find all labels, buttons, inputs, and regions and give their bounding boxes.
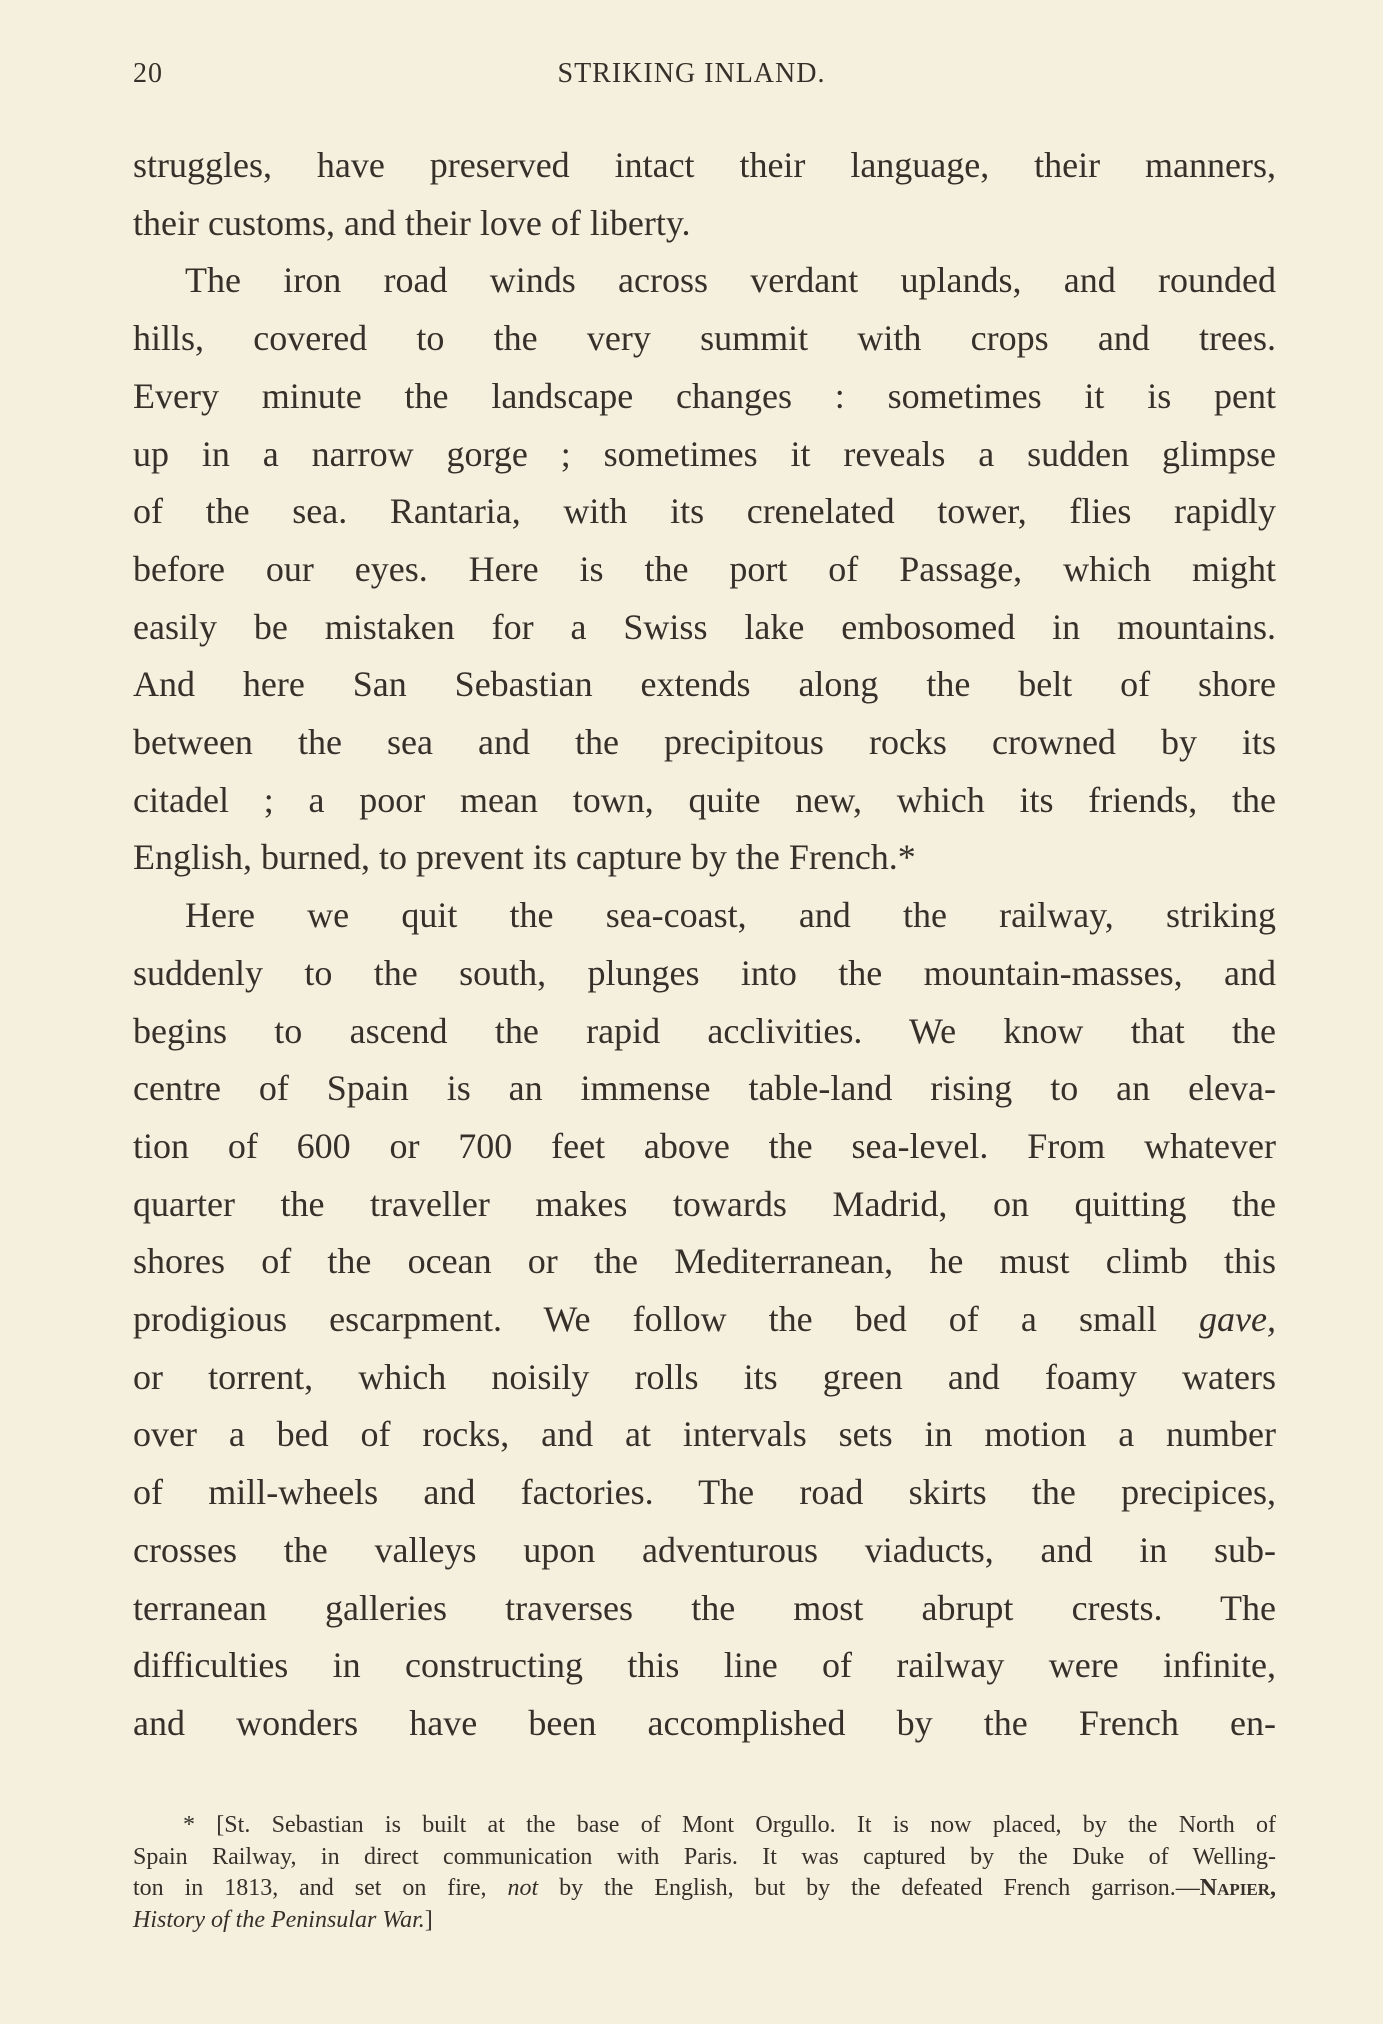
body-line — [133, 201, 1276, 245]
body-line — [133, 432, 1276, 476]
text-span: The iron road winds across verdant uplands, and rounded — [185, 260, 1276, 301]
body-line — [133, 547, 1276, 591]
text-span: quarter the traveller makes towards Madrid, on quitting the — [133, 1183, 1276, 1224]
text-span: struggles, have preserved intact their language, their manners, — [133, 145, 1276, 185]
text-span: before our eyes. Here is the port of Passage, which might — [133, 548, 1276, 589]
body-line — [133, 1124, 1276, 1168]
text-span: hills, covered to the very summit with crops and trees. — [133, 318, 1276, 359]
text-span: crosses the valleys upon adventurous viaducts, and in sub- — [133, 1529, 1276, 1570]
text-span: ] — [424, 1906, 433, 1933]
text-span: citadel ; a poor mean town, quite new, which its friends, the — [133, 779, 1276, 820]
body-line — [133, 778, 1276, 822]
body-line — [185, 893, 1276, 937]
text-span: over a bed of rocks, and at intervals sets in motion a number — [133, 1414, 1276, 1455]
text-span: their customs, and their love of liberty. — [133, 202, 691, 243]
body-line — [133, 316, 1276, 360]
text-span: centre of Spain is an immense table-land rising to an eleva- — [133, 1068, 1276, 1109]
text-span: begins to ascend the rapid acclivities. We know that the — [133, 1010, 1276, 1051]
small-caps-text: Napier, — [1199, 1875, 1277, 1901]
page-number: 20 — [133, 58, 163, 89]
body-line — [133, 1355, 1276, 1399]
italic-text: gave, — [1199, 1299, 1276, 1339]
text-span: of mill-wheels and factories. The road skirts the precipices, — [133, 1472, 1276, 1513]
text-span: by the English, but by the defeated French garrison.— — [538, 1875, 1200, 1901]
body-line — [133, 143, 1276, 187]
body-line — [133, 1701, 1276, 1745]
text-span: ton in 1813, and set on fire, — [133, 1875, 508, 1901]
footnote-line — [133, 1873, 1276, 1903]
text-span: tion of 600 or 700 feet above the sea-level. From whatever — [133, 1125, 1276, 1166]
text-span: And here San Sebastian extends along the belt of shore — [133, 664, 1276, 705]
body-line — [133, 489, 1276, 533]
body-line — [133, 605, 1276, 649]
text-span: Every minute the landscape changes : sometimes it is pent — [133, 375, 1276, 416]
text-span: of the sea. Rantaria, with its crenelated tower, flies rapidly — [133, 491, 1276, 532]
body-line — [133, 1412, 1276, 1456]
text-span: difficulties in constructing this line of railway were infinite, — [133, 1645, 1276, 1686]
body-line — [133, 835, 1276, 879]
body-line — [133, 1297, 1276, 1341]
body-line — [133, 1470, 1276, 1514]
body-line — [185, 258, 1276, 302]
body-line — [133, 1643, 1276, 1687]
footnote-line — [183, 1810, 1276, 1840]
text-span: English, burned, to prevent its capture by the French.* — [133, 837, 916, 878]
body-line — [133, 374, 1276, 418]
body-line — [133, 1009, 1276, 1053]
text-span: between the sea and the precipitous rocks crowned by its — [133, 722, 1276, 762]
text-span: terranean galleries traverses the most abrupt crests. The — [133, 1587, 1276, 1628]
body-line — [133, 662, 1276, 706]
footnote-line — [133, 1905, 1276, 1935]
running-title: STRIKING INLAND. — [557, 58, 826, 89]
footnote-line — [133, 1842, 1276, 1872]
body-line — [133, 1066, 1276, 1110]
body-line — [133, 1586, 1276, 1630]
text-span: suddenly to the south, plunges into the mountain-masses, and — [133, 952, 1276, 993]
text-span: * [St. Sebastian is built at the base of Mont Orgullo. It is now placed, by the North of — [183, 1812, 1276, 1838]
text-span: Here we quit the sea-coast, and the railway, striking — [185, 895, 1276, 936]
text-span: Spain Railway, in direct communication with Paris. It was captured by the Duke of Welling- — [133, 1843, 1276, 1870]
italic-text: History of the Peninsular War. — [133, 1906, 425, 1933]
text-span: easily be mistaken for a Swiss lake embosomed in mountains. — [133, 606, 1276, 647]
body-line — [133, 720, 1276, 764]
body-line — [133, 1239, 1276, 1283]
text-span: up in a narrow gorge ; sometimes it reveals a sudden glimpse — [133, 433, 1276, 474]
body-line — [133, 1528, 1276, 1572]
body-line — [133, 951, 1276, 995]
text-span: prodigious escarpment. We follow the bed of a small — [133, 1299, 1200, 1339]
text-span: shores of the ocean or the Mediterranean, he must climb this — [133, 1241, 1276, 1282]
body-line — [133, 1182, 1276, 1226]
text-span: or torrent, which noisily rolls its green and foamy waters — [133, 1356, 1276, 1397]
italic-text: not — [507, 1875, 539, 1901]
text-span: and wonders have been accomplished by the French en- — [133, 1702, 1276, 1743]
